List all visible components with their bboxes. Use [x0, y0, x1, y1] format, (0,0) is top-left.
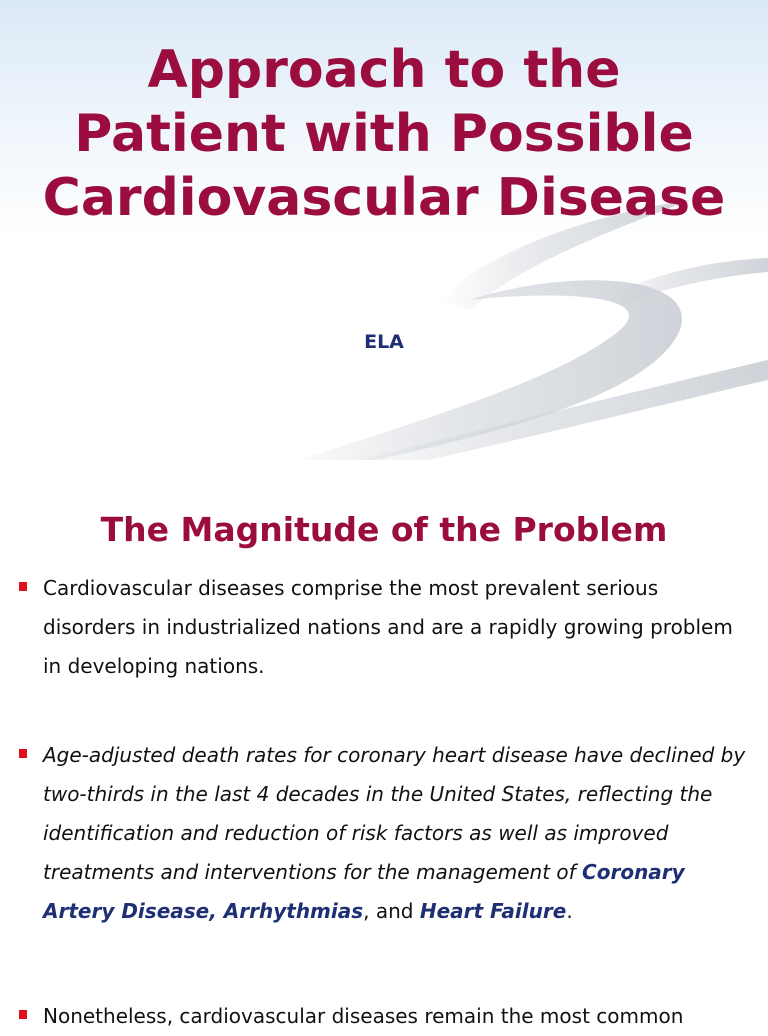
bullet-item	[43, 736, 753, 931]
bullet-item	[43, 569, 753, 686]
conjunction: and	[375, 899, 414, 923]
punctuation: ,	[363, 899, 370, 923]
punctuation: .	[566, 899, 573, 923]
slide-title: Approach to the Patient with Possible Cardiovascular Disease	[42, 40, 726, 228]
term-highlight: Heart Failure	[419, 899, 567, 923]
bullet-marker-icon	[19, 582, 27, 591]
content-slide	[0, 460, 768, 1028]
bullet-text: Age-adjusted death rates for coronary heart disease have declined by two-thirds in the last 4 decades in the United States, reflecting the identification and reduction of risk factors as well as improved treatments and interventions for the management of	[43, 743, 746, 884]
title-slide	[0, 0, 768, 460]
bullet-text: Cardiovascular diseases comprise the most prevalent serious disorders in industrialized nations and are a rapidly growing problem in developing nations.	[43, 576, 733, 678]
bullet-item	[43, 997, 753, 1036]
bullet-marker-icon	[19, 1010, 27, 1019]
term-highlight: Coronary Artery Disease, Arrhythmias	[43, 860, 685, 923]
slide-heading: The Magnitude of the Problem	[100, 510, 668, 549]
bullet-text: Nonetheless, cardiovascular diseases remain the most common	[43, 1004, 684, 1028]
slide-subtitle: ELA	[364, 331, 404, 353]
bullet-marker-icon	[19, 749, 27, 758]
